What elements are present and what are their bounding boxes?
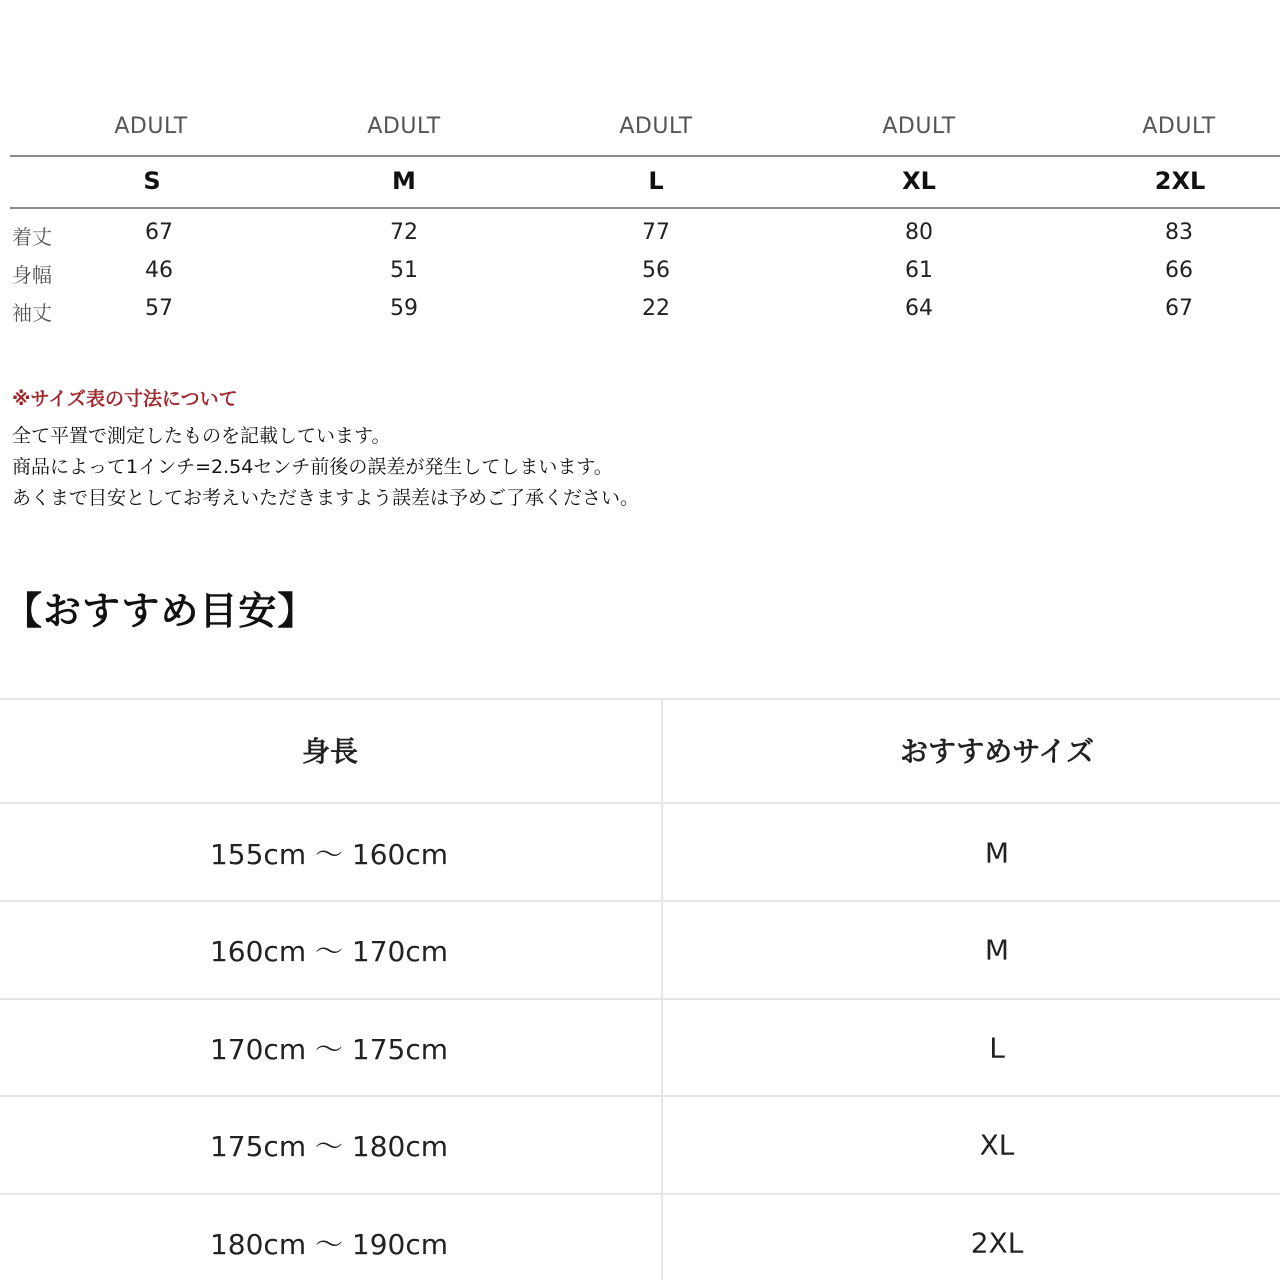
cell-sleeve-s: 57 <box>145 296 173 321</box>
table-rule <box>0 998 1280 1000</box>
notes-line-2: 商品によって1インチ=2.54センチ前後の誤差が発生してしまいます。 <box>12 456 613 478</box>
table-rule <box>0 1095 1280 1097</box>
size-header-m: M <box>392 167 416 195</box>
size-header-xl: XL <box>902 167 936 195</box>
table-row-size: M <box>984 933 1010 967</box>
table-row-height: 175cm 〜 180cm <box>209 1130 449 1163</box>
size-header-2xl: 2XL <box>1154 167 1206 195</box>
size-header-s: S <box>143 167 161 195</box>
cell-width-l: 56 <box>642 258 670 283</box>
row-label-sleeve: 袖丈 <box>12 301 52 325</box>
table-row-size: 2XL <box>970 1226 1024 1260</box>
group-label-m: ADULT <box>367 114 441 139</box>
table-row-height: 160cm 〜 170cm <box>209 935 449 968</box>
cell-width-m: 51 <box>390 258 418 283</box>
group-label-l: ADULT <box>619 114 693 139</box>
header-bottom-rule <box>10 207 1280 209</box>
cell-sleeve-2xl: 67 <box>1165 296 1193 321</box>
cell-width-s: 46 <box>145 258 173 283</box>
cell-length-2xl: 83 <box>1165 220 1193 245</box>
group-label-xl: ADULT <box>882 114 956 139</box>
group-label-2xl: ADULT <box>1142 114 1216 139</box>
size-header-l: L <box>648 167 664 195</box>
header-top-rule <box>10 155 1280 157</box>
cell-width-2xl: 66 <box>1165 258 1193 283</box>
table-row-size: L <box>989 1031 1005 1065</box>
notes-line-3: あくまで目安としてお考えいただきますよう誤差は予めご了承ください。 <box>12 487 640 509</box>
cell-length-xl: 80 <box>905 220 933 245</box>
notes-title: ※サイズ表の寸法について <box>12 388 238 410</box>
table-row-height: 180cm 〜 190cm <box>209 1228 449 1261</box>
header-height: 身長 <box>301 735 359 768</box>
table-row-height: 170cm 〜 175cm <box>209 1033 449 1066</box>
notes-line-1: 全て平置で測定したものを記載しています。 <box>12 425 391 447</box>
table-rule <box>0 900 1280 902</box>
table-column-divider <box>661 698 663 1280</box>
table-row-height: 155cm 〜 160cm <box>209 838 449 871</box>
table-rule <box>0 802 1280 804</box>
cell-length-l: 77 <box>642 220 670 245</box>
table-rule <box>0 1193 1280 1195</box>
cell-sleeve-m: 59 <box>390 296 418 321</box>
cell-length-m: 72 <box>390 220 418 245</box>
cell-length-s: 67 <box>145 220 173 245</box>
cell-sleeve-l: 22 <box>642 296 670 321</box>
recommendation-table <box>0 698 1280 1280</box>
cell-sleeve-xl: 64 <box>905 296 933 321</box>
table-rule <box>0 698 1280 700</box>
cell-width-xl: 61 <box>905 258 933 283</box>
group-label-s: ADULT <box>114 114 188 139</box>
row-label-width: 身幅 <box>12 263 52 287</box>
table-row-size: XL <box>979 1128 1015 1162</box>
row-label-length: 着丈 <box>12 225 52 249</box>
recommendation-title: 【おすすめ目安】 <box>4 589 317 633</box>
table-row-size: M <box>984 836 1010 870</box>
header-recommended-size: おすすめサイズ <box>899 735 1095 768</box>
